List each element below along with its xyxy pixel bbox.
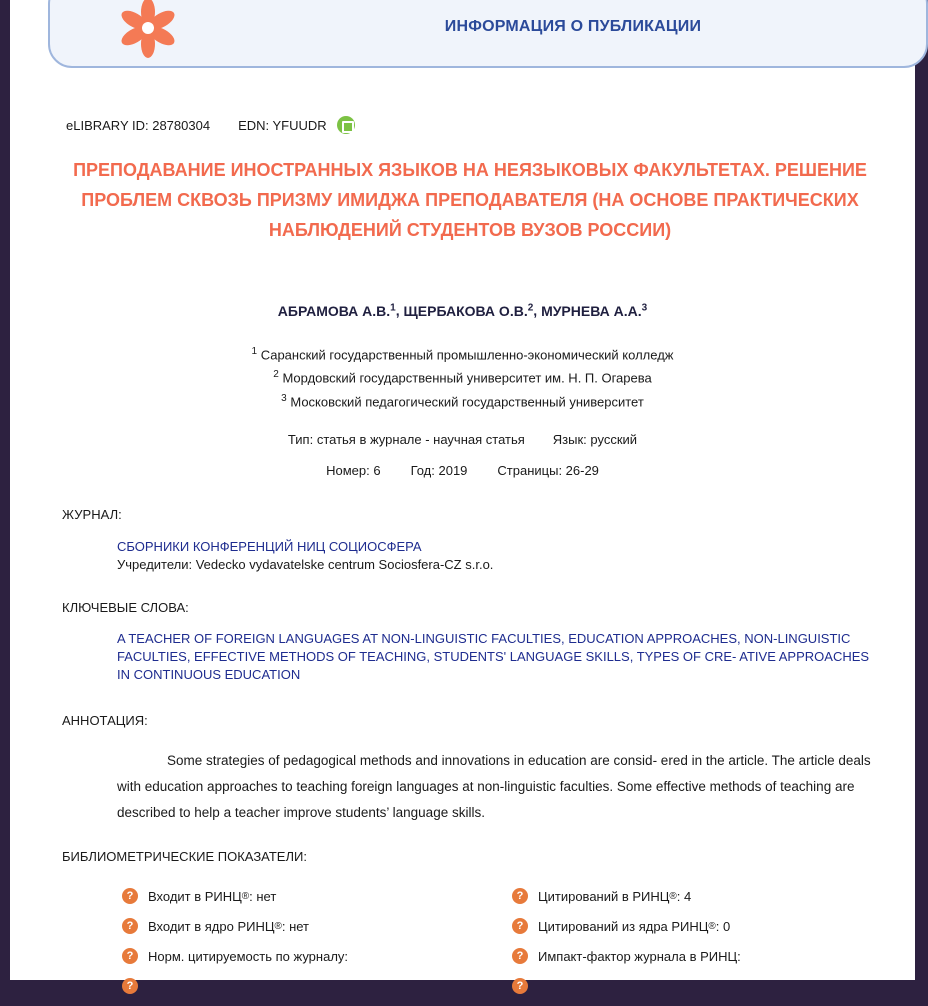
article-title: ПРЕПОДАВАНИЕ ИНОСТРАННЫХ ЯЗЫКОВ НА НЕЯЗЫКОВЫХ ФАКУЛЬТЕТАХ. РЕШЕНИЕ ПРОБЛЕМ СКВОЗЬ ПРИЗМУ ИМИДЖА ПРЕПОДАВАТЕЛЯ (НА ОСНОВЕ ПРАКТИЧЕСКИХ НАБЛЮДЕНИЙ СТУДЕНТОВ ВУЗОВ РОССИИ) (73, 160, 867, 240)
bibliometric-item (512, 976, 741, 996)
publication-type-language (10, 432, 915, 447)
bibliometric-item: ? Цитирований в РИНЦ ® : 4 (512, 886, 741, 906)
publication-issue-info (10, 463, 915, 478)
issue-number[interactable]: Номер: 6 (326, 463, 381, 478)
question-icon[interactable]: ? (512, 978, 528, 994)
bibliometric-item: ? Норм. цитируемость по журналу: (122, 946, 348, 966)
bibliometric-item: ? Входит в ядро РИНЦ ® : нет (122, 916, 348, 936)
question-icon[interactable]: ? (512, 918, 528, 934)
keywords-label: КЛЮЧЕВЫЕ СЛОВА: (62, 600, 189, 615)
question-icon[interactable]: ? (122, 888, 138, 904)
affiliation-item[interactable]: $^3$ Московский педагогический государственный университет (281, 392, 644, 409)
question-icon[interactable]: ? (512, 948, 528, 964)
bibliometric-item (122, 976, 348, 996)
question-icon[interactable]: ? (122, 978, 138, 994)
bibliometrics-label: БИБЛИОМЕТРИЧЕСКИЕ ПОКАЗАТЕЛИ: (62, 849, 307, 864)
question-icon[interactable]: ? (122, 918, 138, 934)
affiliation-item[interactable]: $^1$ Саранский государственный промышленно-экономический колледж (251, 346, 674, 363)
publication-ids (66, 116, 355, 134)
author-link[interactable]: МУРНЕВА А.А.$^3$ (541, 302, 648, 319)
journal-name-link[interactable]: СБОРНИКИ КОНФЕРЕНЦИЙ НИЦ СОЦИОСФЕРА (117, 539, 422, 554)
abstract-label: АННОТАЦИЯ: (62, 713, 148, 728)
abstract-text: Some strategies of pedagogical methods and innovations in education are consid- ered in the article. The article deals with education approaches to teaching foreign languages at non-linguistic faculties. Some effective methods of teaching are described to help a teacher improve students’ language skills. (117, 753, 871, 820)
publication-language: Язык: русский (552, 432, 638, 447)
issue-year: Год: 2019 (410, 463, 468, 478)
header-title: ИНФОРМАЦИЯ О ПУБЛИКАЦИИ (444, 18, 702, 35)
question-icon[interactable]: ? (512, 888, 528, 904)
question-icon[interactable]: ? (122, 948, 138, 964)
journal-block (117, 538, 493, 574)
elibrary-id: eLIBRARY ID: 28780304 (66, 117, 211, 133)
edn-code: EDN: YFUUDR (238, 117, 327, 133)
keywords-list[interactable]: A TEACHER OF FOREIGN LANGUAGES AT NON-LINGUISTIC FACULTIES, EDUCATION APPROACHES, NON-LINGUISTIC FACULTIES, EFFECTIVE METHODS OF TEACHING, STUDENTS' LANGUAGE SKILLS, TYPES OF CRE- ATIVE APPROACHES IN CONTINUOUS EDUCATION (117, 631, 870, 682)
author-link[interactable]: ЩЕРБАКОВА О.В.$^2$ (403, 302, 534, 319)
bibliometric-item: ? Цитирований из ядра РИНЦ ® : 0 (512, 916, 741, 936)
bibliometrics-right-column (512, 886, 741, 1006)
publication-page (10, 0, 915, 992)
affiliation-item[interactable]: $^2$ Мордовский государственный университет им. Н. П. Огарева (273, 369, 652, 386)
page-header (48, 0, 928, 68)
qr-code-icon[interactable] (337, 116, 355, 134)
author-link[interactable]: АБРАМОВА А.В.$^1$ (277, 302, 396, 319)
publication-type: Тип: статья в журнале - научная статья (287, 432, 525, 447)
affiliations (10, 342, 915, 412)
bibliometrics-left-column (122, 886, 348, 1006)
bibliometric-item: ? Входит в РИНЦ ® : нет (122, 886, 348, 906)
journal-founders: Учредители: Vedecko vydavatelske centrum Sociosfera-CZ s.r.o. (117, 557, 494, 572)
page-range: Страницы: 26-29 (497, 463, 599, 478)
journal-label: ЖУРНАЛ: (62, 507, 122, 522)
bibliometric-item: ? Импакт-фактор журнала в РИНЦ: (512, 946, 741, 966)
authors-line: АБРАМОВА А.В.$^1$, ЩЕРБАКОВА О.В.$^2$, МУРНЕВА А.А.$^3$ (277, 302, 648, 319)
